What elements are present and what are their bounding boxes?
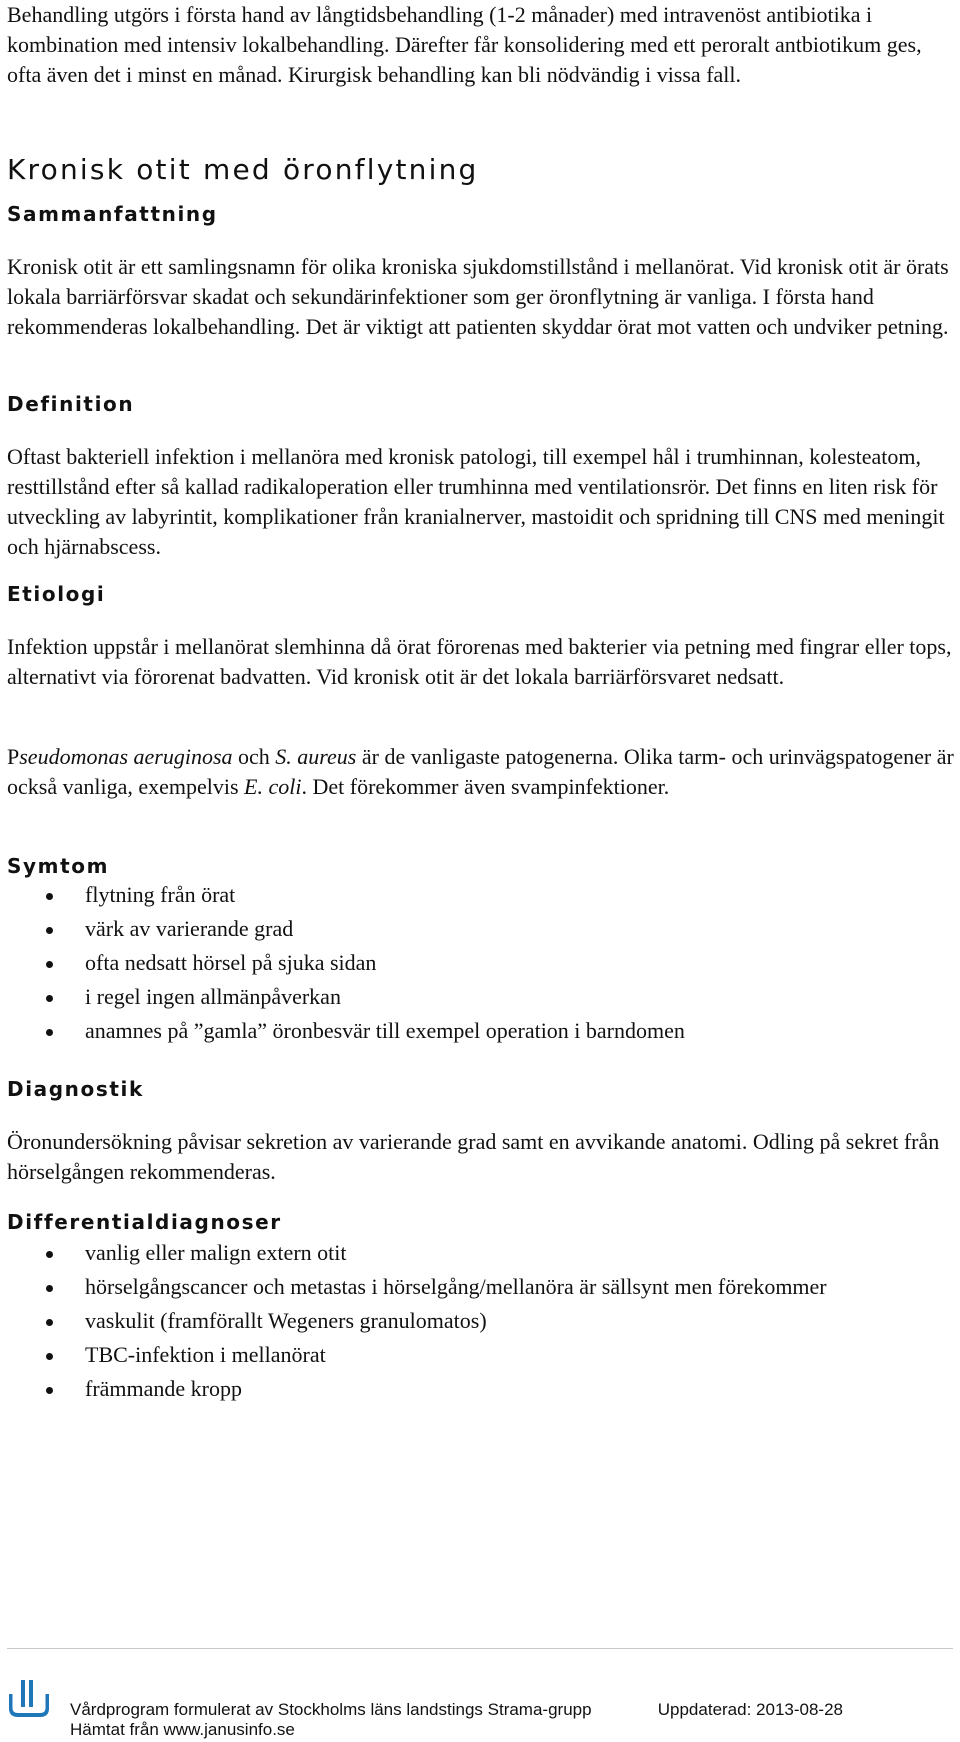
bullet-icon — [46, 893, 53, 900]
list-item-text: värk av varierande grad — [85, 916, 294, 941]
list-item — [0, 1272, 940, 1302]
list-item-text: vaskulit (framförallt Wegeners granulomatos) — [85, 1308, 487, 1333]
bullet-icon — [46, 1319, 53, 1326]
heading-etiologi: Etiologi — [7, 582, 106, 606]
list-item-text: främmande kropp — [85, 1376, 242, 1401]
list-item-text: hörselgångscancer och metastas i hörselgång/mellanöra är sällsynt men förekommer — [85, 1274, 827, 1299]
list-item — [0, 1238, 940, 1268]
list-item — [0, 1306, 940, 1336]
sll-logo-icon — [7, 1680, 51, 1720]
heading-diagnostik: Diagnostik — [7, 1077, 144, 1101]
symtom-list — [0, 880, 940, 1046]
text-span: och — [232, 744, 276, 769]
pathogen-name: seudomonas aeruginosa — [19, 744, 233, 769]
bullet-icon — [46, 995, 53, 1002]
heading-sammanfattning: Sammanfattning — [7, 202, 218, 226]
bullet-icon — [46, 1029, 53, 1036]
footer-divider — [7, 1648, 953, 1649]
bullet-icon — [46, 1387, 53, 1394]
list-item-text: TBC-infektion i mellanörat — [85, 1342, 326, 1367]
list-item — [0, 948, 940, 978]
differentialdiagnoser-list — [0, 1238, 940, 1404]
footer-program: Vårdprogram formulerat av Stockholms läns landstings Strama-grupp — [70, 1700, 592, 1719]
list-item-text: i regel ingen allmänpåverkan — [85, 984, 341, 1009]
list-item — [0, 914, 940, 944]
pathogen-name: E. coli — [244, 774, 302, 799]
etiologi-paragraph-2 — [7, 742, 955, 802]
list-item-text: flytning från örat — [85, 882, 236, 907]
bullet-icon — [46, 1353, 53, 1360]
text-span: är de vanligaste patogenerna. Olika tarm- och urinvägspatogener är också vanliga, exempelvis — [7, 744, 954, 799]
definition-paragraph: Oftast bakteriell infektion i mellanöra med kronisk patologi, till exempel hål i trumhinnan, kolesteatom, resttillstånd efter så kallad radikaloperation eller trumhinna med ventilationsrör. Det finns en liten risk för utveckling av labyrintit, komplikationer från kranialnerver, mastoidit och spridning till CNS med meningit och hjärnabscess. — [7, 444, 945, 559]
bullet-icon — [46, 1251, 53, 1258]
bullet-icon — [46, 961, 53, 968]
list-item — [0, 880, 940, 910]
text-span: P — [7, 744, 20, 769]
heading-differentialdiagnoser: Differentialdiagnoser — [7, 1210, 282, 1234]
bullet-icon — [46, 1285, 53, 1292]
heading-symtom: Symtom — [7, 854, 110, 878]
list-item-text: anamnes på ”gamla” öronbesvär till exempel operation i barndomen — [85, 1018, 685, 1043]
footer-source: Hämtat från www.janusinfo.se — [70, 1720, 295, 1739]
sammanfattning-paragraph: Kronisk otit är ett samlingsnamn för olika kroniska sjukdomstillstånd i mellanörat. Vid kronisk otit är örats lokala barriärförsvar skadat och sekundärinfektioner som ger öronflytning är vanliga. I första hand rekommenderas lokalbehandling. Det är viktigt att patienten skyddar örat mot vatten och undviker petning. — [7, 254, 949, 339]
text-span: . Det förekommer även svampinfektioner. — [301, 774, 670, 799]
list-item — [0, 1016, 940, 1046]
pathogen-name: S. aureus — [275, 744, 357, 769]
list-item — [0, 982, 940, 1012]
bullet-icon — [46, 927, 53, 934]
heading-definition: Definition — [7, 392, 135, 416]
diagnostik-paragraph: Öronundersökning påvisar sekretion av varierande grad samt en avvikande anatomi. Odling på sekret från hörselgången rekommenderas. — [7, 1129, 940, 1184]
list-item — [0, 1340, 940, 1370]
list-item — [0, 1374, 940, 1404]
footer-updated: Uppdaterad: 2013-08-28 — [657, 1700, 843, 1719]
list-item-text: vanlig eller malign extern otit — [85, 1240, 347, 1265]
etiologi-paragraph-1: Infektion uppstår i mellanörat slemhinna då örat förorenas med bakterier via petning med fingrar eller tops, alternativt via förorenat badvatten. Vid kronisk otit är det lokala barriärförsvaret nedsatt. — [7, 634, 952, 689]
list-item-text: ofta nedsatt hörsel på sjuka sidan — [85, 950, 377, 975]
page-title: Kronisk otit med öronflytning — [7, 153, 479, 186]
intro-paragraph: Behandling utgörs i första hand av långtidsbehandling (1-2 månader) med intravenöst antibiotika i kombination med intensiv lokalbehandling. Därefter får konsolidering med ett peroralt antbiotikum ges, ofta även det i minst en månad. Kirurgisk behandling kan bli nödvändig i vissa fall. — [7, 2, 922, 87]
